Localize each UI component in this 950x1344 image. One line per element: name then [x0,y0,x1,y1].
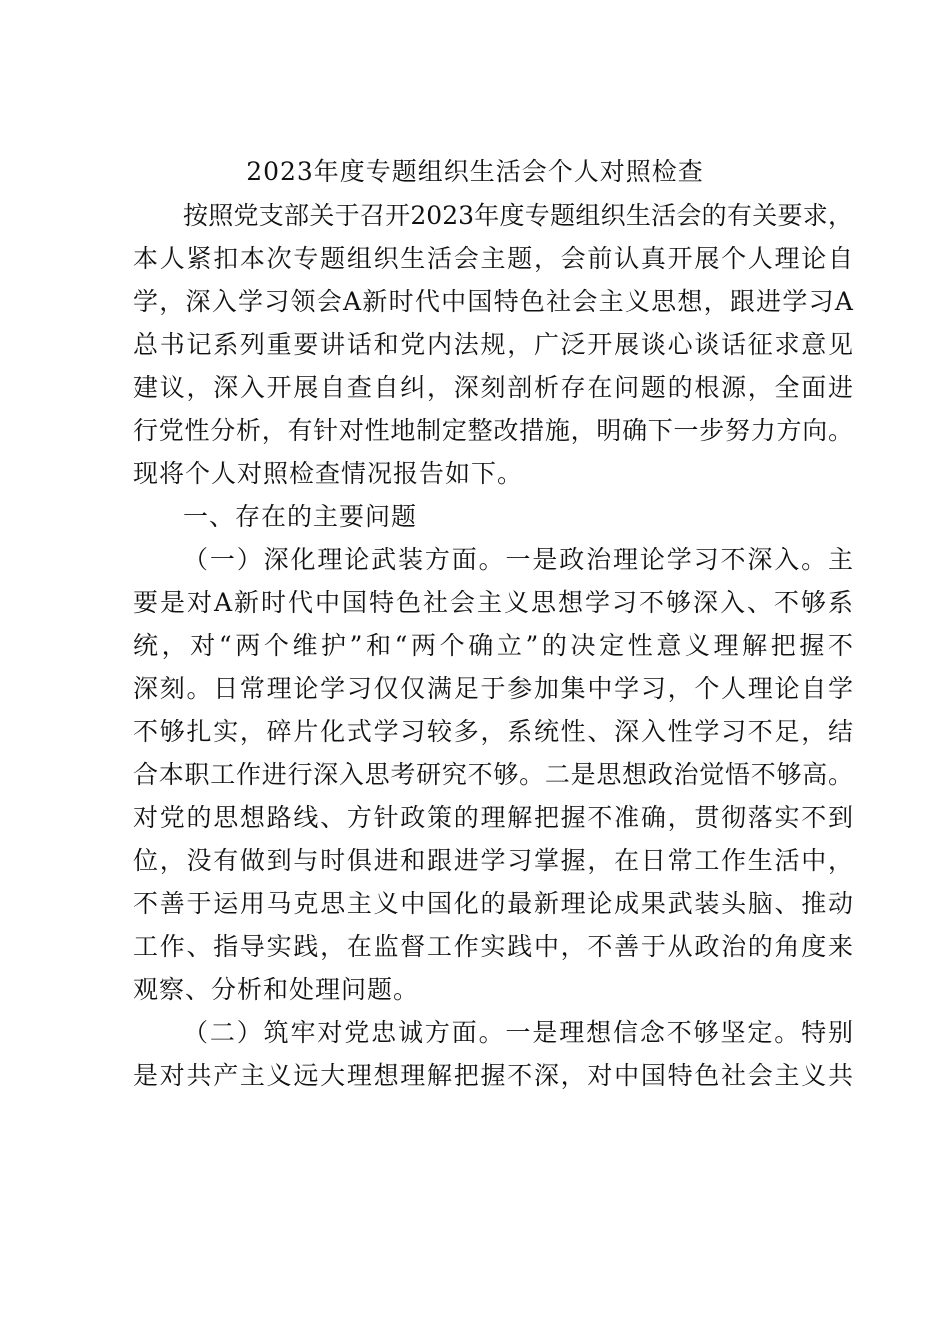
paragraph-line: 建议，深入开展自查自纠，深刻剖析存在问题的根源，全面进 [133,373,853,402]
paragraph-line: 不够扎实，碎片化式学习较多，系统性、深入性学习不足，结 [133,717,853,746]
paragraph-line: 观察、分析和处理问题。 [133,975,420,1004]
paragraph-line: 是对共产主义远大理想理解把握不深，对中国特色社会主义共 [133,1061,853,1090]
paragraph-line: 工作、指导实践，在监督工作实践中，不善于从政治的角度来 [133,932,853,961]
paragraph-line: 本人紧扣本次专题组织生活会主题，会前认真开展个人理论自 [133,244,853,273]
document-title: 2023年度专题组织生活会个人对照检查 [246,157,704,186]
paragraph-line: 现将个人对照检查情况报告如下。 [133,459,524,488]
paragraph-line: 统，对“两个维护”和“两个确立”的决定性意义理解把握不 [133,631,853,660]
paragraph-line: 总书记系列重要讲话和党内法规，广泛开展谈心谈话征求意见 [133,330,853,359]
paragraph-line: 要是对A新时代中国特色社会主义思想学习不够深入、不够系 [133,588,853,617]
paragraph-line: （一）深化理论武装方面。一是政治理论学习不深入。主 [183,545,853,574]
paragraph-line: 行党性分析，有针对性地制定整改措施，明确下一步努力方向。 [133,416,853,445]
paragraph-line: 学，深入学习领会A新时代中国特色社会主义思想，跟进学习A [133,287,853,316]
paragraph-line: （二）筑牢对党忠诚方面。一是理想信念不够坚定。特别 [183,1018,853,1047]
paragraph-line: 按照党支部关于召开2023年度专题组织生活会的有关要求， [183,201,853,230]
paragraph-line: 位，没有做到与时俱进和跟进学习掌握，在日常工作生活中， [133,846,853,875]
paragraph-line: 合本职工作进行深入思考研究不够。二是思想政治觉悟不够高。 [133,760,853,789]
paragraph-line: 不善于运用马克思主义中国化的最新理论成果武装头脑、推动 [133,889,853,918]
paragraph-line: 对党的思想路线、方针政策的理解把握不准确，贯彻落实不到 [133,803,853,832]
section-heading: 一、存在的主要问题 [183,502,418,531]
paragraph-line: 深刻。日常理论学习仅仅满足于参加集中学习，个人理论自学 [133,674,853,703]
